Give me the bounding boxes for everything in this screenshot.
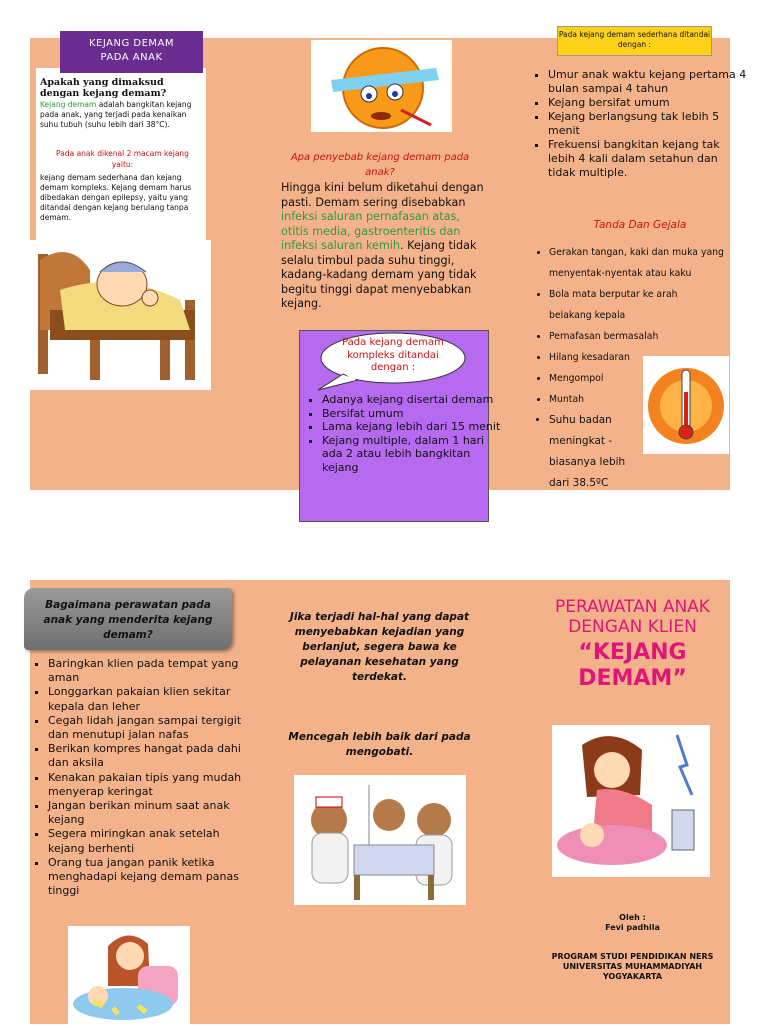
program-name: PROGRAM STUDI PENDIDIKAN NERS xyxy=(551,952,714,961)
sign-item: • Pernafasan bermasalah xyxy=(549,326,749,347)
complex-bubble-text: Pada kejang demam kompleks ditandai dengan : xyxy=(342,337,444,373)
simple-item: ▪ Frekuensi bangkitan kejang tak lebih 4 kali dalam setahun dan tidak multiple. xyxy=(548,138,748,180)
simple-list xyxy=(530,68,748,180)
sick-emoji-image xyxy=(311,40,452,132)
care-item: ▪ Kenakan pakaian tipis yang mudah menyerap keringat xyxy=(48,771,248,799)
care-item: ▪ Cegah lidah jangan sampai tergigit dan menutupi jalan nafas xyxy=(48,714,248,742)
cover-mother-child-image xyxy=(552,725,710,877)
care-item: ▪ Berikan kompres hangat pada dahi dan aksila xyxy=(48,742,248,770)
definition-question: Apakah yang dimaksud dengan kejang demam? xyxy=(40,77,167,99)
types-intro: Pada anak dikenal 2 macam kejang yaitu: xyxy=(56,149,189,169)
simple-item: ▪ Kejang berlangsung tak lebih 5 menit xyxy=(548,110,748,138)
teddy-bear-doctors-image xyxy=(294,775,466,905)
care-item: ▪ Baringkan klien pada tempat yang aman xyxy=(48,657,248,685)
simple-item: ▪ Umur anak waktu kejang pertama 4 bulan sampai 4 tahun xyxy=(548,68,748,96)
author-name: Fevi padhila xyxy=(605,923,660,932)
sign-item: • Hilang kesadaran xyxy=(549,347,749,368)
care-heading: Bagaimana perawatan pada anak yang menderita kejang demam? xyxy=(43,599,213,641)
author-block xyxy=(525,913,740,982)
cause-text xyxy=(281,181,486,312)
sign-item: • Suhu badan meningkat - biasanya lebih dari 38.5ºC xyxy=(549,410,645,494)
cover-title-line-2: DENGAN KLIEN xyxy=(568,617,697,637)
mother-with-sick-child-illustration xyxy=(552,725,710,877)
complex-item: ▪ Lama kejang lebih dari 15 menit xyxy=(322,420,502,434)
university-name: UNIVERSITAS MUHAMMADIYAH xyxy=(562,962,703,971)
sick-child-in-bed-illustration xyxy=(30,240,211,390)
sick-child-bed-image xyxy=(30,240,211,390)
care-list xyxy=(30,657,248,898)
care-item: ▪ Jangan berikan minum saat anak kejang xyxy=(48,799,248,827)
cause-heading: Apa penyebab kejang demam pada anak? xyxy=(290,152,470,178)
complex-item: ▪ Adanya kejang disertai demam xyxy=(322,393,502,407)
cover-title xyxy=(525,597,740,692)
cover-title-main: “KEJANG DEMAM” xyxy=(578,640,687,691)
sign-item: • Muntah xyxy=(549,389,749,410)
title-label xyxy=(60,31,203,73)
cause-text-part-1: Hingga kini belum diketahui dengan pasti. Demam sering disebabkan xyxy=(281,181,484,209)
cause-text-part-2: . Kejang tidak selalu timbul pada suhu tinggi, kadang-kadang demam yang tidak begitu tinggi dapat menyebabkan kejang. xyxy=(281,239,477,310)
complex-item: ▪ Kejang multiple, dalam 1 hari ada 2 atau lebih bangkitan kejang xyxy=(322,434,502,475)
prevention-text: Mencegah lebih baik dari pada mengobati. xyxy=(288,731,471,758)
definition-term: Kejang demam xyxy=(40,100,97,109)
care-item: ▪ Orang tua jangan panik ketika menghadapi kejang demam panas tinggi xyxy=(48,856,248,899)
city-name: YOGYAKARTA xyxy=(602,972,663,981)
simple-label: Pada kejang demam sederhana ditandai dengan : xyxy=(557,26,712,56)
simple-item: ▪ Kejang bersifat umum xyxy=(548,96,748,110)
sick-face-illustration xyxy=(311,40,452,132)
definition-text xyxy=(40,100,200,130)
teddy-bears-hospital-illustration xyxy=(294,775,466,905)
types-text: kejang demam sederhana dan kejang demam kompleks. Kejang demam harus dibedakan dengan epilepsy, yaitu yang ditandai dengan kejang berulang tanpa demam. xyxy=(40,173,192,222)
title-line-1: KEJANG DEMAM xyxy=(88,38,174,49)
cause-text-green: infeksi saluran pernafasan atas, otitis media, gastroenteritis dan infeksi saluran kemih xyxy=(281,210,461,252)
signs-heading: Tanda Dan Gejala xyxy=(593,219,687,231)
sign-item: • Bola mata berputar ke arah belakang kepala xyxy=(549,284,699,326)
sign-item: • Gerakan tangan, kaki dan muka yang menyentak-nyentak atau kaku xyxy=(549,242,744,284)
mother-and-sick-child-illustration xyxy=(68,926,190,1024)
care-item: ▪ Segera miringkan anak setelah kejang berhenti xyxy=(48,827,248,855)
complex-speech-bubble xyxy=(318,332,468,386)
complex-list xyxy=(304,393,502,474)
care-item: ▪ Longgarkan pakaian klien sekitar kepala dan leher xyxy=(48,685,248,713)
advice-text: Jika terjadi hal-hal yang dapat menyebabkan kejadian yang berlanjut, segera bawa ke pelayanan kesehatan yang terdekat. xyxy=(289,611,470,683)
hot-thermometer-icon xyxy=(643,356,729,454)
sign-item: • Mengompol xyxy=(549,368,749,389)
mother-caring-child-image xyxy=(68,926,190,1024)
cover-title-line-1: PERAWATAN ANAK xyxy=(555,597,710,617)
by-label: Oleh : xyxy=(619,913,646,922)
title-line-2: PADA ANAK xyxy=(100,52,163,63)
thermometer-image xyxy=(643,356,729,454)
complex-item: ▪ Bersifat umum xyxy=(322,407,502,421)
definition-rest: adalah bangkitan kejang pada anak, yang terjadi pada kenaikan suhu tubuh (suhu lebih dari 38°C). xyxy=(40,100,192,129)
